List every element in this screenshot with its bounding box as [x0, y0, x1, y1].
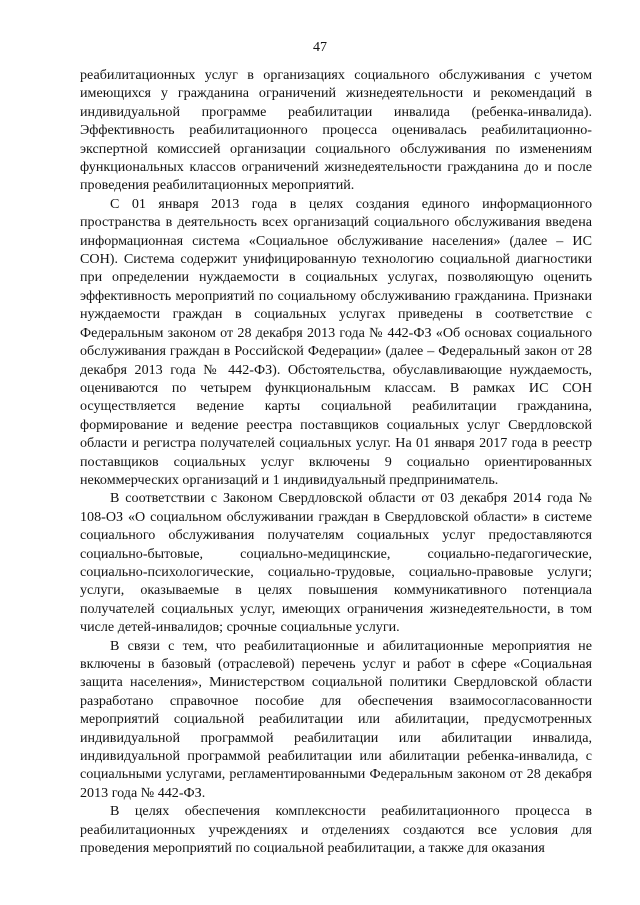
paragraph-reference-manual: В связи с тем, что реабилитационные и абилитационные мероприятия не включены в базовый (отраслевой) перечень услуг и работ в сфере «Социальная защита населения», Министерством социальной политики Свердловской области разработано справочное пособие для обеспечения взаимосогласованности мероприятий социальной реабилитации или абилитации, предусмотренных индивидуальной программой реабилитации или абилитации инвалида, индивидуальной программой реабилитации или абилитации ребенка-инвалида, с социальными услугами, регламентированными Федеральным законом от 28 декабря 2013 года № 442-ФЗ. [80, 637, 592, 801]
paragraph-continued: реабилитационных услуг в организациях социального обслуживания с учетом имеющихся у гражданина ограничений жизнедеятельности и рекомендаций в индивидуальной программе реабилитации инвалида (ребенка-инвалида). Эффективность реабилитационного процесса оценивалась реабилитационно-экспертной комиссией организации социального обслуживания по изменениям функциональных классов ограничений жизнедеятельности гражданина до и после проведения реабилитационных мероприятий. [80, 67, 592, 194]
paragraph-information-system: С 01 января 2013 года в целях создания единого информационного пространства в деятельность всех организаций социального обслуживания введена информационная система «Социальное обслуживание населения» (далее – ИС СОН). Система содержит унифицированную технологию социальной диагностики при определении нуждаемости в социальных услугах, позволяющую оценить эффективность мероприятий по социальному обслуживанию гражданина. Признаки нуждаемости граждан в социальных услугах приведены в соответствие с Федеральным законом от 28 декабря 2013 года № 442-ФЗ «Об основах социального обслуживания граждан в Российской Федерации» (далее – Федеральный закон от 28 декабря 2013 года № 442-ФЗ). Обстоятельства, обуславливающие нуждаемость, оцениваются по четырем функциональным классам. В рамках ИС СОН осуществляется ведение карты социальной реабилитации гражданина, формирование и ведение реестра поставщиков социальных услуг Свердловской области и регистра получателей социальных услуг. На 01 января 2017 года в реестр поставщиков социальных услуг включены 9 социально ориентированных некоммерческих организаций и 1 индивидуальный предприниматель. [80, 195, 592, 488]
paragraph-rehabilitation-conditions: В целях обеспечения комплексности реабилитационного процесса в реабилитационных учреждениях и отделениях создаются все условия для проведения мероприятий по социальной реабилитации, а также для оказания [80, 803, 592, 857]
paragraph-regional-law: В соответствии с Законом Свердловской области от 03 декабря 2014 года № 108-ОЗ «О социальном обслуживании граждан в Свердловской области» в системе социального обслуживания получателям социальных услуг предоставляются социально-бытовые, социально-медицинские, социально-педагогические, социально-психологические, социально-трудовые, социально-правовые услуги; услуги, оказываемые в целях повышения коммуникативного потенциала получателей социальных услуг, имеющих ограничения жизнедеятельности, в том числе детей-инвалидов; срочные социальные услуги. [80, 490, 592, 636]
page-number: 47 [313, 40, 327, 55]
document-body [80, 66, 592, 857]
